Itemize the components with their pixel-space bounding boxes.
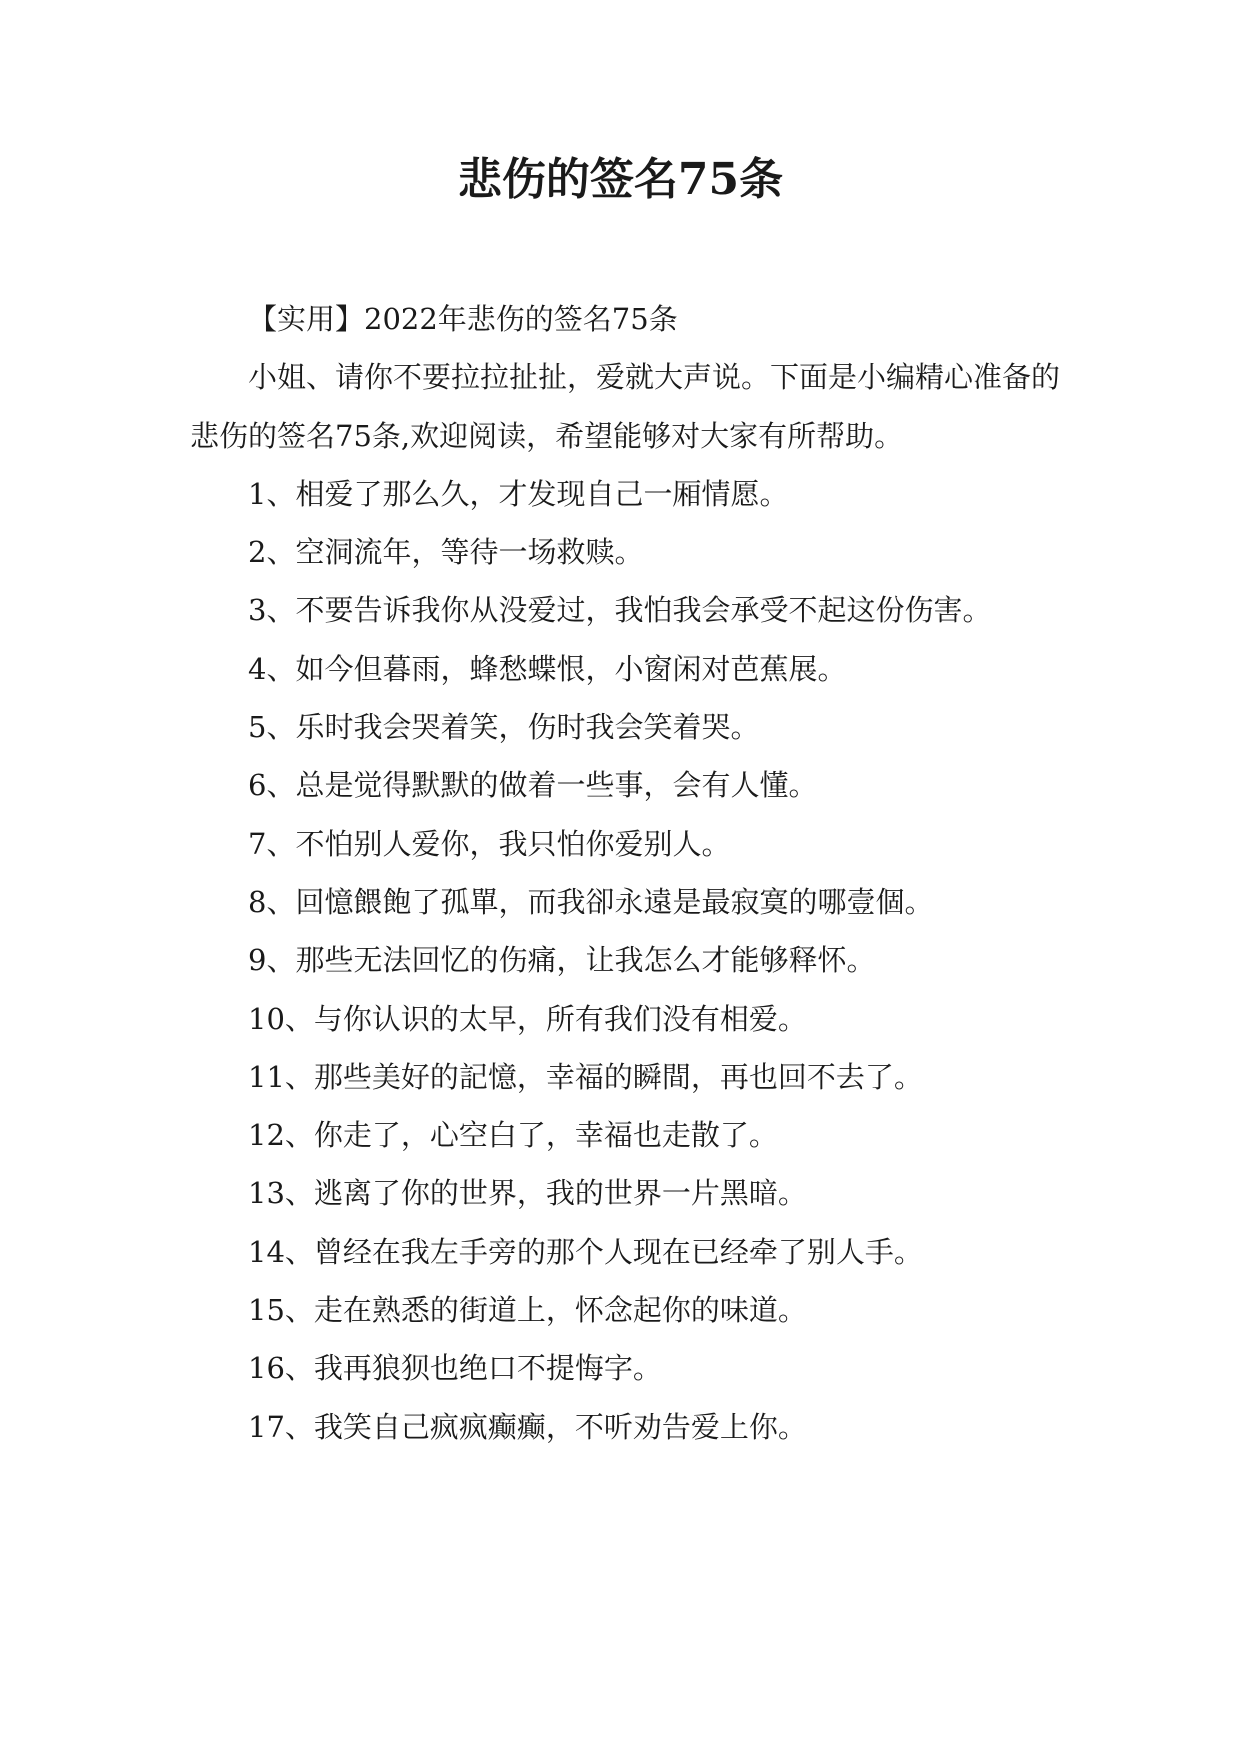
list-item: 15、走在熟悉的街道上，怀念起你的味道。 [248,1293,807,1328]
list-item: 3、不要告诉我你从没爱过，我怕我会承受不起这份伤害。 [248,593,992,628]
list-item: 8、回憶餵飽了孤單，而我卻永遠是最寂寞的哪壹個。 [248,884,934,919]
list-item: 10、与你认识的太早，所有我们没有相爱。 [248,1001,807,1036]
list-item: 14、曾经在我左手旁的那个人现在已经牵了别人手。 [248,1234,923,1269]
list-item: 6、总是觉得默默的做着一些事，会有人懂。 [248,768,818,803]
list-item: 2、空洞流年，等待一场救赎。 [248,535,644,570]
list-item: 13、逃离了你的世界，我的世界一片黑暗。 [248,1176,807,1211]
intro-paragraph: 小姐、请你不要拉拉扯扯，爱就大声说。下面是小编精心准备的悲伤的签名75条,欢迎阅读，希望能够对大家有所帮助。 [190,360,1061,453]
list-item: 16、我再狼狈也绝口不提悔字。 [248,1351,662,1386]
document-title: 悲伤的签名75条 [457,154,784,205]
list-item: 7、不怕别人爱你，我只怕你爱别人。 [248,826,731,861]
document-body [190,290,1060,1456]
list-item: 17、我笑自己疯疯癫癫，不听劝告爱上你。 [248,1409,807,1444]
list-item: 11、那些美好的記憶，幸福的瞬間，再也回不去了。 [248,1059,923,1094]
subtitle-line: 【实用】2022年悲伤的签名75条 [248,302,678,336]
list-item: 4、如今但暮雨，蜂愁蝶恨，小窗闲对芭蕉展。 [248,651,847,686]
list-item: 5、乐时我会哭着笑，伤时我会笑着哭。 [248,710,760,745]
list-item: 9、那些无法回忆的伤痛，让我怎么才能够释怀。 [248,943,876,978]
list-item: 1、相爱了那么久，才发现自己一厢情愿。 [248,476,789,511]
list-item: 12、你走了，心空白了，幸福也走散了。 [248,1118,778,1153]
